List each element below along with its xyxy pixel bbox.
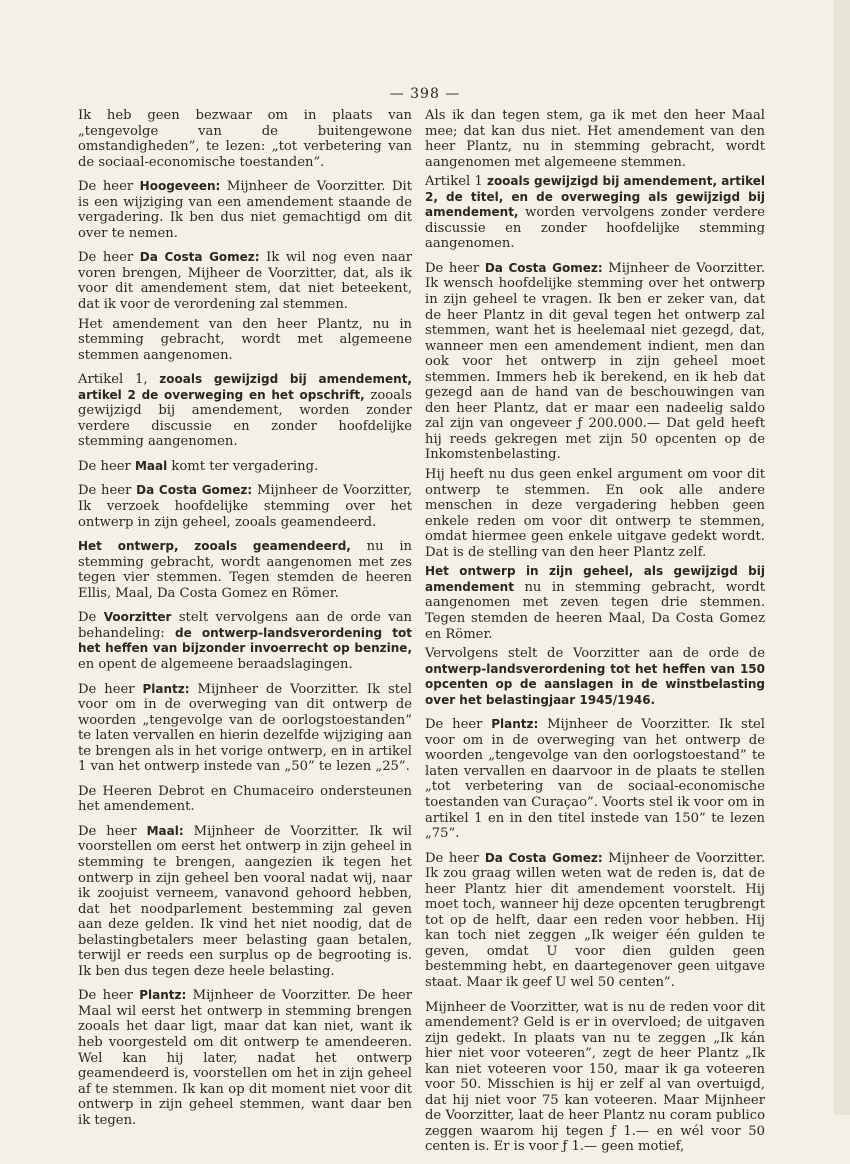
text: Vervolgens stelt de Voorzitter aan de orde de [425,646,765,662]
paragraph [78,988,412,1128]
text: De heer [78,988,140,1004]
page-number: — 398 — [389,86,461,102]
bold-text: Da Costa Gomez: [484,260,603,275]
text: Mijnheer de Voorzitter. Ik wensch hoofdelijke stemming over het ontwerp in zijn geheel te vragen. Ik ben er zeker van, dat de heer Plantz in dit geval tegen het ontwerp zal stemmen, want het is heelemaal niet gezegd, dat, wanneer men een amendement indient, men dan ook voor het ontwerp in zijn geheel moet stemmen. Immers heb ik berekend, en ik heb dat gezegd aan de hand van de beschouwingen van den heer Plantz, dat er maar een nadeelig saldo zal zijn van ongeveer ƒ 200.000.— Dat geld heeft hij reeds gekregen met zijn 50 opcenten op de Inkomstenbelasting. [425,260,766,463]
bold-text: Maal [134,458,168,473]
paragraph [78,610,412,672]
paragraph [425,646,765,708]
text: De heer [78,823,147,839]
bold-text: Het ontwerp in zijn geheel, als gewijzigd bij amendement [425,564,765,594]
text: stelt vervolgens aan de orde van behandeling: [78,610,412,641]
paragraph [78,483,412,530]
paragraph [425,1000,765,1155]
text: Ik wil nog even naar voren brengen, Mijheer de Voorzitter, dat, als ik voor dit amendement stem, dat niet beteekent, dat ik voor de verordening zal stemmen. [78,250,412,313]
paragraph [425,261,765,463]
text: Hij heeft nu dus geen enkel argument om voor dit ontwerp te stemmen. En ook alle andere menschen in deze vergadering hebben geen enkele reden om voor dit ontwerp te stemmen, omdat hiermee geen enkele uitgave gedekt wordt. Dat is de stelling van den heer Plantz zelf. [425,467,765,560]
paragraph [78,372,412,450]
paragraph [78,179,412,241]
paragraph [425,851,765,991]
bold-text: Da Costa Gomez: [484,850,603,865]
text: Mijnheer de Voorzitter, Ik verzoek hoofdelijke stemming over het ontwerp in zijn geheel, zooals geamendeerd. [78,483,413,530]
text: Mijnheer de Voorzitter. Ik zou graag willen weten wat de reden is, dat de heer Plantz hier dit amendement voorstelt. Hij moet toch, wanneer hij deze opcenten terugbrengt tot op de helft, daar een reden voor hebben. Hij kan toch niet zeggen „Ik weiger één gulden te geven, omdat U voor dien gulden geen bestemming hebt, en daartegenover geen uitgave staat. Maar ik geef U wel 50 centen”. [425,850,766,990]
paragraph [78,824,412,979]
scan-border [834,0,850,1115]
bold-text: Voorzitter [103,610,172,625]
right-column [425,108,765,1164]
text: Ik heb geen bezwaar om in plaats van „tengevolge van de buitengewone omstandigheden”, te lezen: „tot verbetering van de sociaal-economische toestanden”. [78,108,412,170]
text: nu in stemming gebracht, wordt aangenomen met zeven tegen drie stemmen. Tegen stemden de heeren Maal, Da Costa Gomez en Römer. [425,579,765,642]
text: worden vervolgens zonder verdere discussie en zonder hoofdelijke stemming aangenomen. [425,205,765,252]
bold-text: Da Costa Gomez: [139,250,260,265]
paragraph [425,467,765,560]
paragraph [425,564,765,642]
text: De [78,610,104,626]
bold-text: Het ontwerp, zooals geamendeerd, [78,539,351,554]
bold-text: de ontwerp-landsverordening tot het heffen van bijzonder invoerrecht op benzine, [78,625,412,656]
paragraph [425,174,765,252]
bold-text: Plantz: [491,717,539,732]
paragraph [78,784,412,815]
text: Mijnheer de Voorzitter. Dit is een wijziging van een amendement staande de vergadering. Ik ben dus niet gemachtigd om dit over te nemen. [78,179,412,241]
bold-text: Plantz: [139,988,187,1003]
text: en opent de algemeene beraadslagingen. [78,656,353,672]
text: Mijnheer de Voorzitter. De heer Maal wil eerst het ontwerp in stemming brengen zooals het daar ligt, maar dat kan niet, want ik heb voorgesteld om dit ontwerp te amendeeren. Wel kan hij later, nadat het ontwerp geamendeerd is, voorstellen om het in zijn geheel af te stemmen. Ik kan op dit moment niet voor dit ontwerp in zijn geheel stemmen, want daar ben ik tegen. [78,988,413,1128]
paragraph [425,717,765,841]
text: komt ter vergadering. [167,458,319,474]
text: Als ik dan tegen stem, ga ik met den heer Maal mee; dat kan dus niet. Het amendement van den heer Plantz, nu in stemming gebracht, wordt aangenomen met algemeene stemmen. [425,108,765,170]
paragraph [78,250,412,312]
bold-text: Maal: [146,823,184,838]
bold-text: zooals gewijzigd bij amendement, artikel 2 de overweging en het opschrift, [78,372,412,402]
bold-text: Hoogeveen: [139,179,221,194]
text: De heer [78,458,135,474]
text: De Heeren Debrot en Chumaceiro ondersteunen het amendement. [78,783,412,815]
text: Mijnheer de Voorzitter. Ik stel voor om in de overweging van het ontwerp de woorden „tengevolge van den oorlogstoestand” te laten vervallen en daarvoor in de plaats te stellen „tot verbetering van de sociaal-economische toestanden van Curaçao”. Voorts stel ik voor om in artikel 1 en in den titel instede van 150” te lezen „75”. [425,717,765,842]
bold-text: Da Costa Gomez: [136,483,253,498]
text: Mijnheer de Voorzitter. Ik stel voor om in de overweging van dit ontwerp de woorden „tengevolge van de oorlogstoestanden” te laten vervallen en hierin dezelfde wijziging aan te brengen als in het vorige ontwerp, en in artikel 1 van het ontwerp instede van „50” te lezen „25”. [78,681,412,775]
paragraph [78,459,412,475]
text: De heer [78,250,140,266]
bold-text: Plantz: [142,681,190,696]
paragraph [78,317,412,364]
text: Mijnheer de Voorzitter. Ik wil voorstellen om eerst het ontwerp in zijn geheel in stemming te brengen, aangezien ik tegen het ontwerp in zijn geheel ben vooral nadat wij, naar ik zoojuist verneem, vanavond gehoord hebben, dat het noodparlement bestemming zal geven aan deze gelden. Ik vind het niet noodig, dat de belastingbetalers meer belasting gaan betalen, terwijl er reeds een surplus op de begrooting is. Ik ben dus tegen deze heele belasting. [78,823,412,979]
paragraph [78,682,412,775]
text: De heer [425,260,485,276]
paragraph [78,539,412,601]
paragraph [78,108,412,170]
bold-text: zooals gewijzigd bij amendement, artikel 2, de titel, en de overweging als gewijzigd bij amendement, [425,174,765,220]
text: De heer [78,483,137,499]
text: zooals gewijzigd bij amendement, worden zonder verdere discussie en zonder hoofdelijke stemming aangenomen. [78,387,412,450]
text: Artikel 1 [425,174,487,190]
text: Artikel 1, [78,372,160,388]
left-column [78,108,412,1137]
paragraph [425,108,765,170]
text: De heer [78,179,140,195]
text: De heer [425,717,492,733]
text: Het amendement van den heer Plantz, nu in stemming gebracht, wordt met algemeene stemmen aangenomen. [78,316,412,363]
text: nu in stemming gebracht, wordt aangenomen met zes tegen vier stemmen. Tegen stemden de heeren Ellis, Maal, Da Costa Gomez en Römer. [78,539,412,601]
text: Mijnheer de Voorzitter, wat is nu de reden voor dit amendement? Geld is er in overvloed; de uitgaven zijn gedekt. In plaats van nu te zeggen „Ik kán hier niet voor voteeren”, zegt de heer Plantz „Ik kan niet voteeren voor 150, maar ik ga voteeren voor 50. Misschien is hij er zelf al van overtuigd, dat hij niet voor 75 kan voteeren. Maar Mijnheer de Voorzitter, laat de heer Plantz nu coram publico zeggen waarom hij tegen ƒ 1.— en wél voor 50 centen is. Er is voor ƒ 1.— geen motief, [425,999,765,1155]
text: De heer [425,850,485,866]
bold-text: ontwerp-landsverordening tot het heffen van 150 opcenten op de aanslagen in de winstbelasting over het belastingjaar 1945/1946. [425,661,765,707]
text: De heer [78,681,143,697]
